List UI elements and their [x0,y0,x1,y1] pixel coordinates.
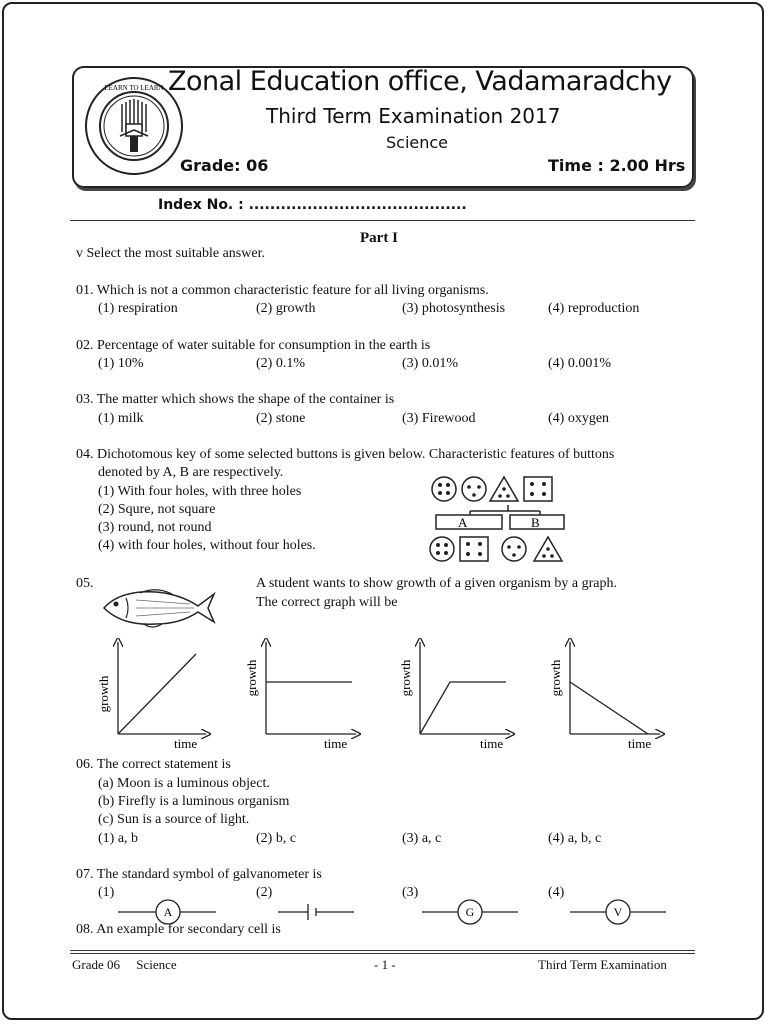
q7-option-4[interactable]: (4) [548,885,565,900]
index-number-field[interactable]: Index No. : ......................................... [158,197,467,213]
q2-option-4[interactable]: (4) 0.001% [548,356,611,371]
time-label: Time : 2.00 Hrs [548,156,686,175]
q5-stem-line-2: The correct graph will be [256,595,398,610]
footer-right: Third Term Examination [538,957,667,972]
q7-option-3[interactable]: (3) [402,885,419,900]
q2-option-2[interactable]: (2) 0.1% [256,356,305,371]
q2-option-3[interactable]: (3) 0.01% [402,356,458,371]
q1-option-4[interactable]: (4) reproduction [548,301,640,316]
q1-option-1[interactable]: (1) respiration [98,301,178,316]
q3-option-3[interactable]: (3) Firewood [402,411,476,426]
graph-4-xlabel: time [628,736,652,751]
q3-option-4[interactable]: (4) oxygen [548,411,610,426]
q6-stem: 06. The correct statement is [76,757,231,772]
q2-option-1[interactable]: (1) 10% [98,356,144,371]
fish-illustration [100,586,218,630]
q6-statement-b: (b) Firefly is a luminous organism [98,794,290,809]
q4-option-3[interactable]: (3) round, not round [98,520,212,535]
q6-statement-c: (c) Sun is a source of light. [98,812,250,827]
q6-option-3[interactable]: (3) a, c [402,831,442,846]
q6-option-4[interactable]: (4) a, b, c [548,831,602,846]
logo-top-text: LEARN TO LEARN [104,84,164,92]
graph-2-xlabel: time [324,736,348,751]
q1-stem: 01. Which is not a common characteristic feature for all living organisms. [76,283,489,298]
q5-stem-line-1: A student wants to show growth of a given organism by a graph. [256,576,617,591]
q7-option-2[interactable]: (2) [256,885,273,900]
graph-1-ylabel: growth [96,675,111,713]
q4-option-2[interactable]: (2) Squre, not square [98,502,216,517]
q1-option-3[interactable]: (3) photosynthesis [402,301,506,316]
q4-option-1[interactable]: (1) With four holes, with three holes [98,484,302,499]
q3-option-1[interactable]: (1) milk [98,411,144,426]
growth-graphs [94,638,694,752]
voltmeter-letter: V [613,905,623,919]
graph-1-xlabel: time [174,736,198,751]
q4-stem-line-1: 04. Dichotomous key of some selected buttons is given below. Characteristic features of buttons [76,447,615,462]
dichotomous-key-diagram [428,473,568,565]
office-title: Zonal Education office, Vadamaradchy [168,66,672,97]
q6-option-2[interactable]: (2) b, c [256,831,297,846]
q2-stem: 02. Percentage of water suitable for consumption in the earth is [76,338,431,353]
q4-stem-line-2: denoted by A, B are respectively. [98,465,284,480]
graph-4-ylabel: growth [548,659,563,697]
graph-2-ylabel: growth [244,659,259,697]
q5-number: 05. [76,576,94,591]
footer-left: Grade 06 Science [72,957,177,972]
instruction: v Select the most suitable answer. [76,246,265,261]
part-heading: Part I [360,230,398,246]
key-label-b: B [531,515,540,530]
q3-option-2[interactable]: (2) stone [256,411,306,426]
footer-page-number: - 1 - [374,957,396,972]
q7-option-1[interactable]: (1) [98,885,115,900]
divider-top [70,220,695,221]
q1-option-2[interactable]: (2) growth [256,301,316,316]
divider-footer-1 [70,950,695,951]
q4-option-4[interactable]: (4) with four holes, without four holes. [98,538,316,553]
divider-footer-2 [70,953,695,954]
q8-stem: 08. An example for secondary cell is [76,922,281,937]
exam-title: Third Term Examination 2017 [266,104,561,128]
galvanometer-letter: G [465,905,475,919]
graph-3-xlabel: time [480,736,504,751]
subject-title: Science [386,133,449,152]
graph-3-ylabel: growth [398,659,413,697]
key-label-a: A [458,515,468,530]
q7-stem: 07. The standard symbol of galvanometer is [76,867,322,882]
ammeter-letter: A [163,905,173,919]
grade-label: Grade: 06 [180,156,269,175]
q3-stem: 03. The matter which shows the shape of the container is [76,392,395,407]
q6-statement-a: (a) Moon is a luminous object. [98,776,270,791]
q6-option-1[interactable]: (1) a, b [98,831,139,846]
